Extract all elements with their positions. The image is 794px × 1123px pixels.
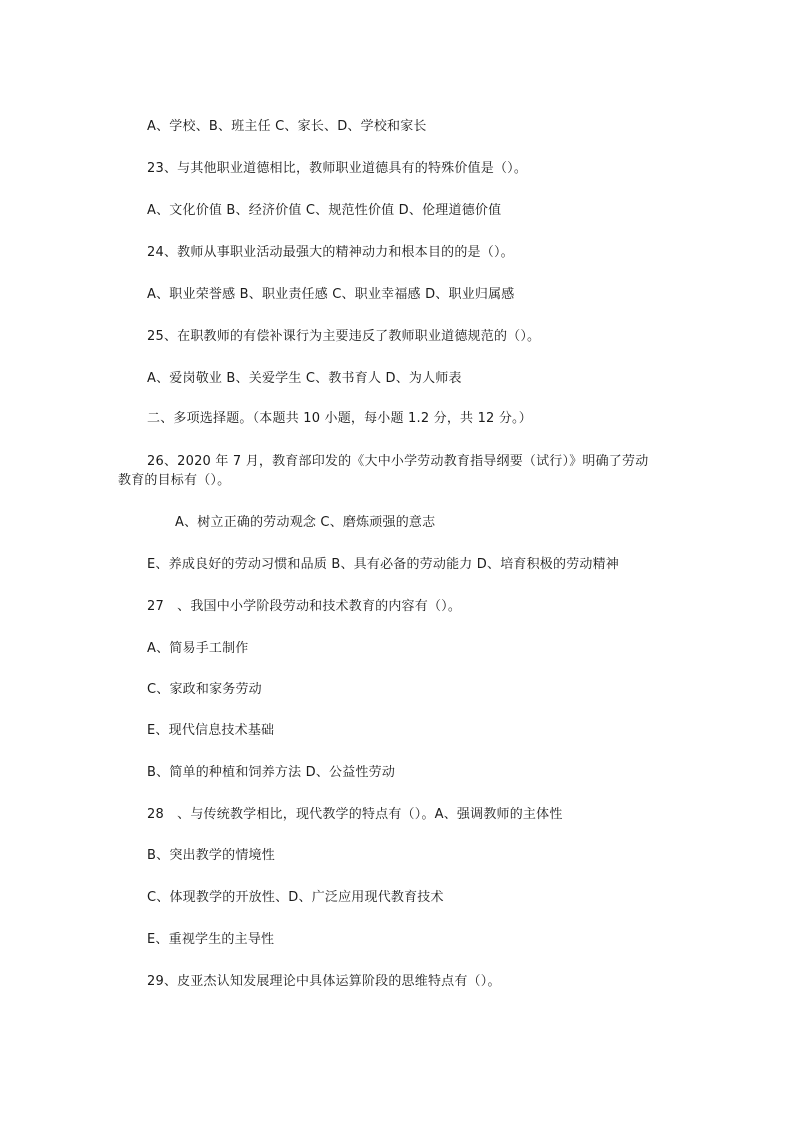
answer-option-q27-a: A、简易手工制作	[147, 641, 249, 656]
answer-option-q27-c: C、家政和家务劳动	[147, 682, 262, 697]
answer-options-q26-a: A、树立正确的劳动观念 C、磨炼顽强的意志	[175, 515, 436, 530]
question-28: 28 、与传统教学相比，现代教学的特点有（）。A、强调教师的主体性	[147, 807, 563, 822]
question-29: 29、皮亚杰认知发展理论中具体运算阶段的思维特点有（）。	[147, 974, 501, 989]
question-24: 24、教师从事职业活动最强大的精神动力和根本目的的是（）。	[147, 245, 514, 260]
question-23: 23、与其他职业道德相比，教师职业道德具有的特殊价值是（）。	[147, 161, 528, 176]
answer-options-q23: A、文化价值 B、经济价值 C、规范性价值 D、伦理道德价值	[147, 203, 502, 218]
question-27: 27 、我国中小学阶段劳动和技术教育的内容有（）。	[147, 599, 462, 614]
section-heading-multiple-choice: 二、多项选择题。（本题共 10 小题，每小题 1.2 分，共 12 分。）	[147, 411, 532, 426]
answer-option-q27-e: E、现代信息技术基础	[147, 723, 275, 738]
answer-option-q28-e: E、重视学生的主导性	[147, 932, 275, 947]
answer-option-q28-c-d: C、体现教学的开放性、D、广泛应用现代教育技术	[147, 890, 444, 905]
question-26-continued: 教育的目标有（）。	[118, 473, 231, 488]
answer-options-q24: A、职业荣誉感 B、职业责任感 C、职业幸福感 D、职业归属感	[147, 287, 515, 302]
answer-options-q22: A、学校、B、班主任 C、家长、D、学校和家长	[147, 119, 427, 134]
answer-options-q26-b: E、养成良好的劳动习惯和品质 B、具有必备的劳动能力 D、培育积极的劳动精神	[147, 557, 620, 572]
answer-options-q25: A、爱岗敬业 B、关爱学生 C、教书育人 D、为人师表	[147, 371, 462, 386]
question-25: 25、在职教师的有偿补课行为主要违反了教师职业道德规范的（）。	[147, 329, 541, 344]
question-26: 26、2020 年 7 月，教育部印发的《大中小学劳动教育指导纲要（试行）》明确了劳动	[147, 454, 649, 469]
answer-option-q28-b: B、突出教学的情境性	[147, 848, 275, 863]
answer-option-q27-b-d: B、简单的种植和饲养方法 D、公益性劳动	[147, 765, 396, 780]
